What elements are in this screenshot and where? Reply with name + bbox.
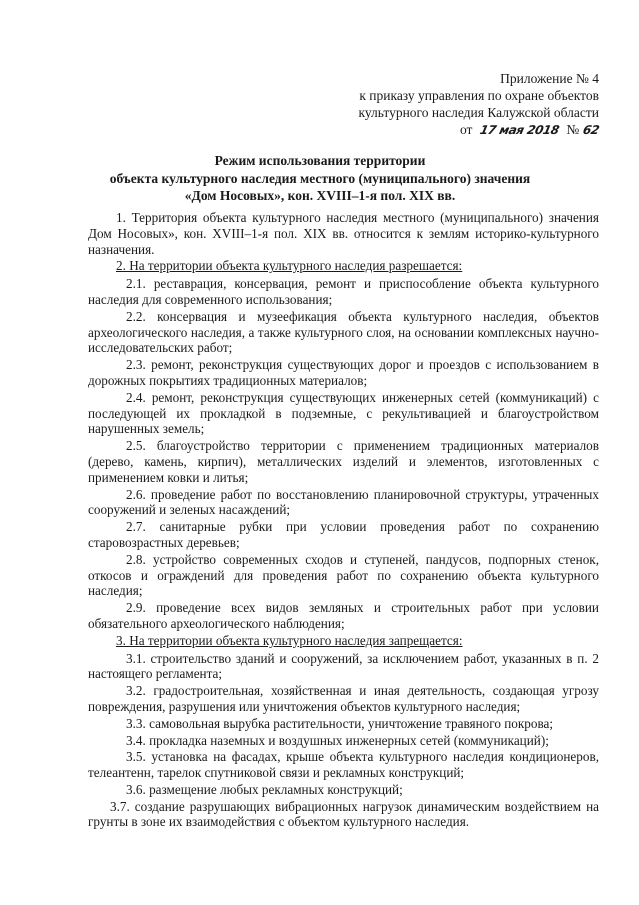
date-number-line xyxy=(299,121,599,139)
appendix-number: Приложение № 4 xyxy=(500,71,599,86)
forbidden-heading: 3. На территории объекта культурного наследия запрещается: xyxy=(116,632,463,648)
allowed-item: 2.4. ремонт, реконструкция существующих инженерных сетей (коммуникаций) с последующей их прокладкой в подземные, с рекультивацией и благоустройством нарушенных земель; xyxy=(88,389,599,437)
allowed-item: 2.9. проведение всех видов земляных и строительных работ при условии обязательного археологического наблюдения; xyxy=(88,600,599,631)
allowed-item: 2.8. устройство современных сходов и ступеней, пандусов, подпорных стенок, откосов и ограждений для проведения работ по сохранению объекта культурного наследия; xyxy=(88,551,599,599)
allowed-heading: 2. На территории объекта культурного наследия разрешается: xyxy=(116,258,463,274)
forbidden-item: 3.7. создание разрушающих вибрационных нагрузок динамическим воздействием на грунты в зоне их взаимодействия с объектом культурного наследия. xyxy=(88,798,599,830)
number-prefix: № xyxy=(566,122,580,137)
forbidden-item: 3.3. самовольная вырубка растительности, уничтожение травяного покрова; xyxy=(126,715,554,731)
document-title xyxy=(40,152,600,205)
allowed-item: 2.3. ремонт, реконструкция существующих дорог и проездов с использованием в дорожных покрытиях традиционных материалов; xyxy=(88,357,599,388)
issuing-authority: культурного наследия Калужской области xyxy=(358,105,599,120)
forbidden-item: 3.4. прокладка наземных и воздушных инженерных сетей (коммуникаций); xyxy=(126,732,549,748)
title-line-3: «Дом Носовых», кон. XVIII–1-я пол. XIX вв. xyxy=(184,188,456,203)
date-prefix: от xyxy=(459,122,473,137)
forbidden-item: 3.5. установка на фасадах, крыше объекта культурного наследия кондиционеров, телеантенн, тарелок спутниковой связи и рекламных конструкций; xyxy=(88,749,599,781)
document-header xyxy=(299,70,599,139)
forbidden-item: 3.2. градостроительная, хозяйственная и иная деятельность, создающая угрозу повреждения, разрушения или уничтожения объектов культурного наследия; xyxy=(88,683,599,714)
order-reference: к приказу управления по охране объектов xyxy=(359,88,599,103)
allowed-item: 2.5. благоустройство территории с применением традиционных материалов (дерево, камень, кирпич), металлических изделий и элементов, изготовленных с применением ковки и литья; xyxy=(88,438,599,485)
forbidden-item: 3.6. размещение любых рекламных конструкций; xyxy=(126,781,403,797)
handwritten-date: 17 мая 2018 xyxy=(478,123,561,137)
allowed-item: 2.7. санитарные рубки при условии проведения работ по сохранению старовозрастных деревьев; xyxy=(88,519,599,550)
allowed-item: 2.6. проведение работ по восстановлению планировочной структуры, утраченных сооружений и зеленых насаждений; xyxy=(88,486,599,518)
handwritten-number: 62 xyxy=(581,123,601,137)
document-body xyxy=(88,210,599,831)
allowed-item: 2.1. реставрация, консервация, ремонт и приспособление объекта культурного наследия для современного использования; xyxy=(88,276,599,307)
title-line-2: объекта культурного наследия местного (муниципального) значения xyxy=(109,170,531,186)
forbidden-item: 3.1. строительство зданий и сооружений, за исключением работ, указанных в п. 2 настоящего регламента; xyxy=(88,650,599,682)
paragraph-land-category: 1. Территория объекта культурного наследия местного (муниципального) значения Дом Носовых», кон. XVIII–1-я пол. XIX вв. относится к землям историко-культурного назначения. xyxy=(88,210,599,257)
allowed-item: 2.2. консервация и музеефикация объекта культурного наследия, объектов археологического наследия, а также культурного слоя, на основании комплексных научно-исследовательских работ; xyxy=(88,308,599,356)
title-line-1: Режим использования территории xyxy=(214,153,426,168)
